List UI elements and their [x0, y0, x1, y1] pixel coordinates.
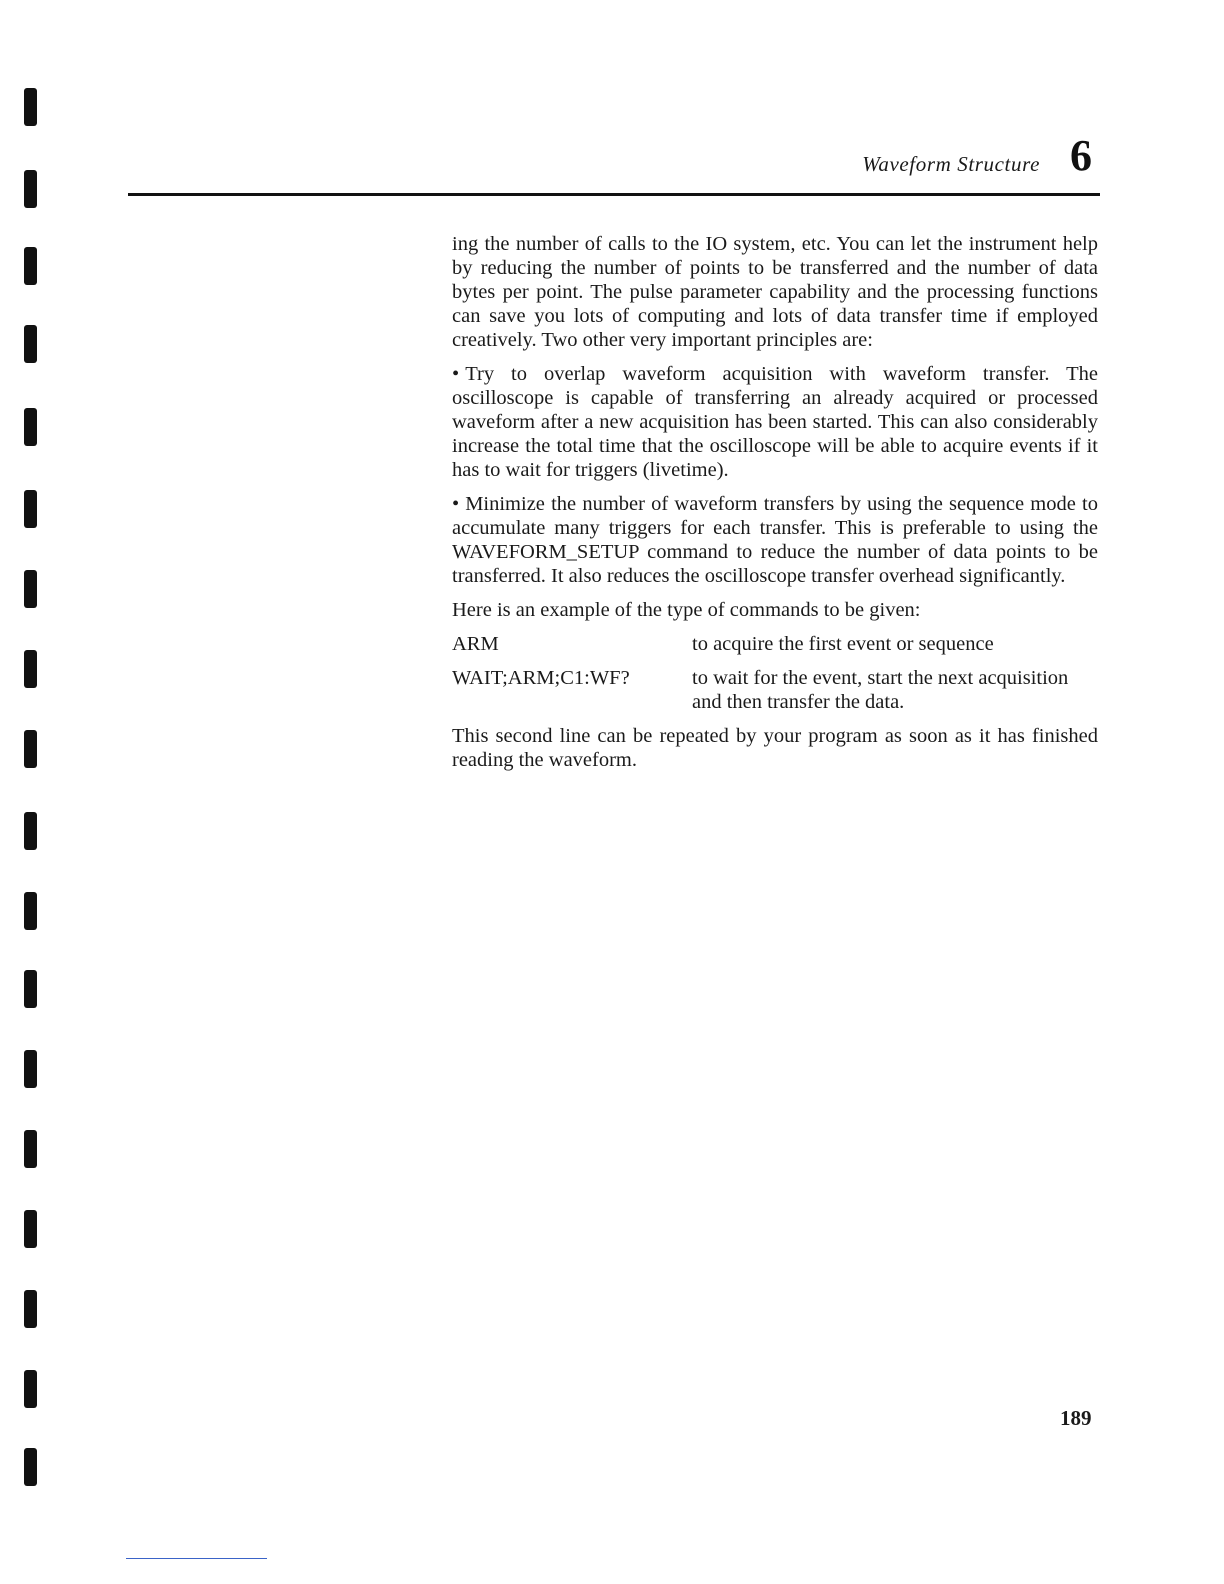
- command-description: to acquire the first event or sequence: [692, 633, 994, 655]
- bullet-icon: •: [452, 363, 460, 385]
- command-description: to wait for the event, start the next acquisition and then transfer the data.: [692, 667, 1069, 713]
- punch-mark: [24, 1370, 37, 1408]
- closing-paragraph: This second line can be repeated by your program as soon as it has finished reading the waveform.: [452, 725, 1098, 771]
- page-number: 189: [1060, 1406, 1092, 1430]
- punch-mark: [24, 88, 37, 126]
- bullet-item: [452, 362, 1098, 482]
- command-row: [452, 632, 1098, 656]
- punch-mark: [24, 812, 37, 850]
- running-header: [128, 131, 1100, 196]
- command-name: ARM: [452, 633, 499, 655]
- footer-rule: [126, 1558, 267, 1559]
- punch-mark: [24, 1290, 37, 1328]
- bullet-item: [452, 492, 1098, 588]
- main-text-column: [452, 232, 1098, 782]
- command-name: WAIT;ARM;C1:WF?: [452, 667, 630, 689]
- punch-mark: [24, 325, 37, 363]
- bullet-text: Minimize the number of waveform transfers by using the sequence mode to accumulate many triggers for each transfer. This is preferable to using the WAVEFORM_SETUP command to reduce the number of data points to be transferred. It also reduces the oscilloscope transfer overhead significantly.: [452, 493, 1098, 587]
- header-title: Waveform Structure: [862, 152, 1040, 176]
- punch-mark: [24, 1448, 37, 1486]
- punch-mark: [24, 408, 37, 446]
- punch-mark: [24, 1130, 37, 1168]
- punch-mark: [24, 490, 37, 528]
- example-intro: Here is an example of the type of commands to be given:: [452, 599, 921, 621]
- bullet-icon: •: [452, 493, 460, 515]
- punch-mark: [24, 892, 37, 930]
- binder-punch-marks: [24, 0, 44, 1584]
- punch-mark: [24, 650, 37, 688]
- punch-mark: [24, 1050, 37, 1088]
- punch-mark: [24, 1210, 37, 1248]
- punch-mark: [24, 730, 37, 768]
- bullet-text: Try to overlap waveform acquisition with waveform transfer. The oscilloscope is capable of transferring an already acquired or processed waveform after a new acquisition has been started. This can also considerably increase the total time that the oscilloscope will be able to acquire events if it has to wait for triggers (livetime).: [452, 363, 1098, 481]
- punch-mark: [24, 247, 37, 285]
- punch-mark: [24, 170, 37, 208]
- command-row: [452, 666, 1098, 714]
- paragraph-continuation: ing the number of calls to the IO system, etc. You can let the instrument help by reducing the number of points to be transferred and the number of data bytes per point. The pulse parameter capability and the processing functions can save you lots of computing and lots of data transfer time if employed creatively. Two other very important principles are:: [452, 233, 1098, 351]
- header-rule: [128, 193, 1100, 196]
- chapter-number: 6: [1070, 131, 1092, 180]
- punch-mark: [24, 570, 37, 608]
- punch-mark: [24, 970, 37, 1008]
